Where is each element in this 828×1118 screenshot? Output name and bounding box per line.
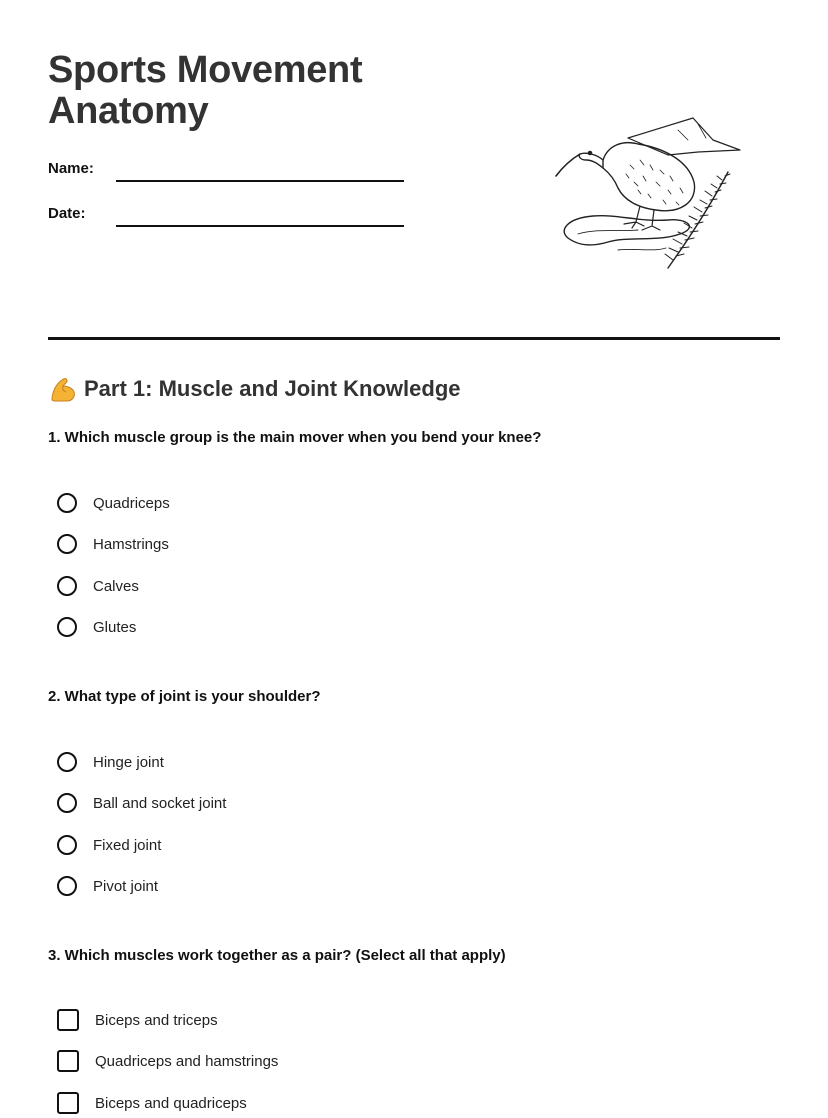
question-2: 2. What type of joint is your shoulder? (48, 688, 321, 705)
q3-option-quads-hamstrings[interactable] (57, 1049, 278, 1073)
section-1-title (48, 374, 461, 404)
title-line-2: Anatomy (48, 90, 209, 132)
radio-button[interactable] (57, 793, 77, 813)
title-line-1: Sports Movement (48, 49, 363, 91)
checkbox[interactable] (57, 1050, 79, 1072)
checkbox[interactable] (57, 1092, 79, 1114)
question-3: 3. Which muscles work together as a pair? (Select all that apply) (48, 947, 506, 964)
question-1: 1. Which muscle group is the main mover when you bend your knee? (48, 429, 542, 446)
q2-option-ball-socket[interactable] (57, 791, 226, 815)
option-label: Biceps and quadriceps (95, 1094, 247, 1112)
radio-button[interactable] (57, 752, 77, 772)
date-label: Date: (48, 205, 86, 222)
date-line[interactable] (116, 225, 404, 227)
radio-button[interactable] (57, 493, 77, 513)
option-label: Glutes (93, 618, 137, 636)
q3-option-biceps-quads[interactable] (57, 1091, 247, 1115)
kiwi-bird-illustration (548, 110, 748, 270)
q1-option-calves[interactable] (57, 574, 139, 598)
q3-option-biceps-triceps[interactable] (57, 1008, 218, 1032)
header-divider (48, 337, 780, 340)
worksheet-title (48, 50, 362, 132)
name-label: Name: (48, 160, 94, 177)
radio-button[interactable] (57, 617, 77, 637)
q1-option-quadriceps[interactable] (57, 491, 170, 515)
checkbox[interactable] (57, 1009, 79, 1031)
option-label: Ball and socket joint (93, 794, 227, 812)
flexed-biceps-emoji-icon (48, 374, 78, 404)
option-label: Biceps and triceps (95, 1011, 218, 1029)
option-label: Hinge joint (93, 753, 164, 771)
option-label: Hamstrings (93, 535, 169, 553)
name-line[interactable] (116, 180, 404, 182)
q2-option-pivot[interactable] (57, 874, 158, 898)
q1-option-hamstrings[interactable] (57, 532, 169, 556)
option-label: Quadriceps (93, 494, 170, 512)
option-label: Quadriceps and hamstrings (95, 1052, 279, 1070)
option-label: Calves (93, 577, 139, 595)
option-label: Fixed joint (93, 836, 162, 854)
radio-button[interactable] (57, 876, 77, 896)
radio-button[interactable] (57, 835, 77, 855)
radio-button[interactable] (57, 576, 77, 596)
q2-option-hinge[interactable] (57, 750, 164, 774)
option-label: Pivot joint (93, 877, 159, 895)
q1-option-glutes[interactable] (57, 615, 136, 639)
radio-button[interactable] (57, 534, 77, 554)
section-1-title-text: Part 1: Muscle and Joint Knowledge (84, 376, 461, 401)
q2-option-fixed[interactable] (57, 833, 161, 857)
